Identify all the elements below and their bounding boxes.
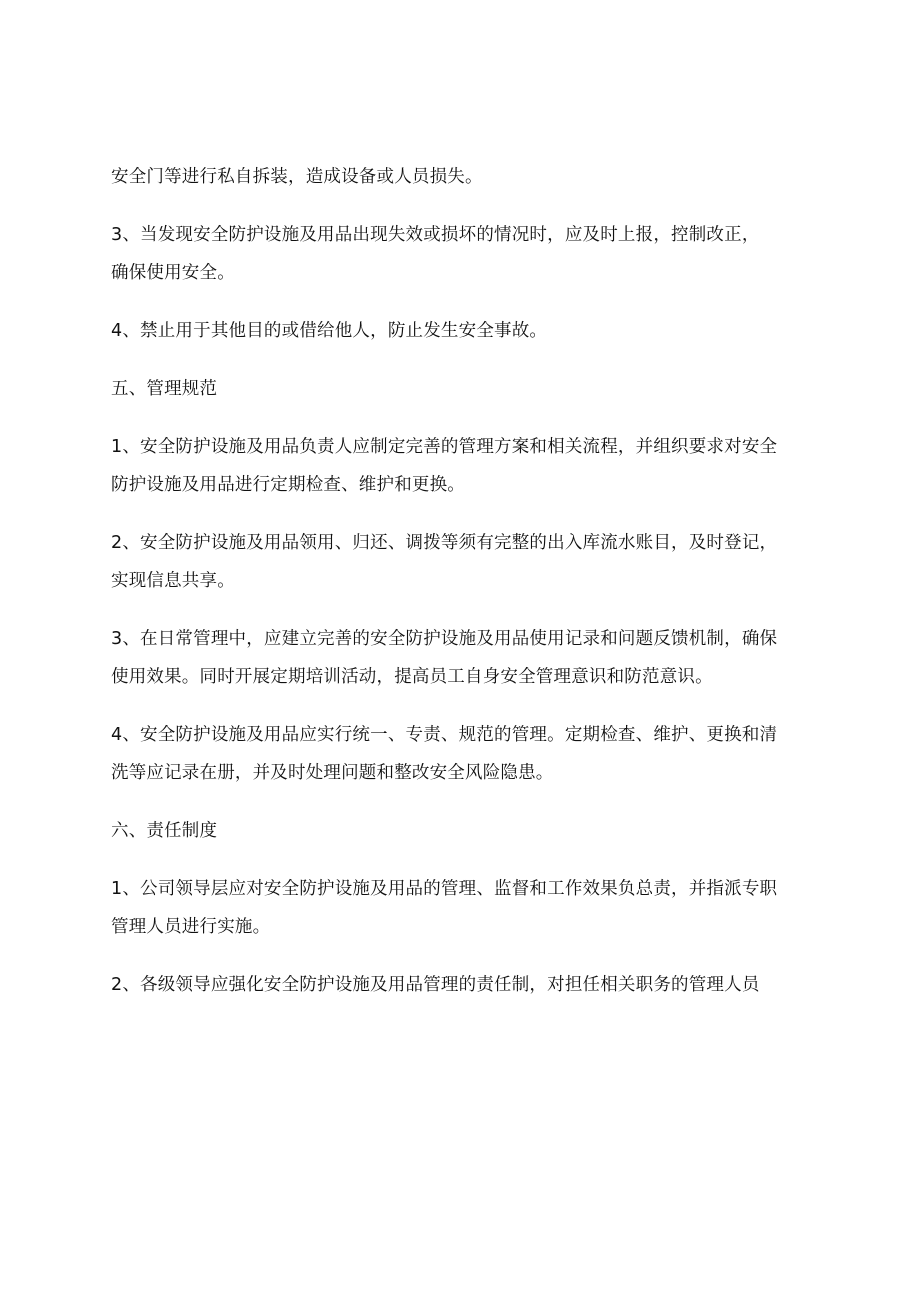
document-body xyxy=(111,158,823,1004)
text-line-continuation: 安全门等进行私自拆装，造成设备或人员损失。 xyxy=(111,167,483,187)
clause-6-2-line-1: 2、各级领导应强化安全防护设施及用品管理的责任制，对担任相关职务的管理人员 xyxy=(111,975,760,995)
clause-6-1-line-2: 管理人员进行实施。 xyxy=(111,917,271,937)
clause-4-3-line-1: 3、当发现安全防护设施及用品出现失效或损坏的情况时，应及时上报，控制改正， xyxy=(111,225,760,245)
clause-5-1-line-2: 防护设施及用品进行定期检查、维护和更换。 xyxy=(111,475,465,495)
clause-5-3-line-1: 3、在日常管理中，应建立完善的安全防护设施及用品使用记录和问题反馈机制，确保 xyxy=(111,629,778,649)
clause-6-1-line-1: 1、公司领导层应对安全防护设施及用品的管理、监督和工作效果负总责，并指派专职 xyxy=(111,879,778,899)
clause-4-4: 4、禁止用于其他目的或借给他人，防止发生安全事故。 xyxy=(111,321,548,341)
clause-5-1-line-1: 1、安全防护设施及用品负责人应制定完善的管理方案和相关流程，并组织要求对安全 xyxy=(111,437,778,457)
clause-5-4-line-1: 4、安全防护设施及用品应实行统一、专责、规范的管理。定期检查、维护、更换和清 xyxy=(111,725,778,745)
clause-4-3-line-2: 确保使用安全。 xyxy=(111,263,235,283)
section-heading-5: 五、管理规范 xyxy=(111,379,218,399)
clause-5-2-line-2: 实现信息共享。 xyxy=(111,571,235,591)
clause-5-3-line-2: 使用效果。同时开展定期培训活动，提高员工自身安全管理意识和防范意识。 xyxy=(111,667,713,687)
clause-5-4-line-2: 洗等应记录在册，并及时处理问题和整改安全风险隐患。 xyxy=(111,763,554,783)
section-heading-6: 六、责任制度 xyxy=(111,821,218,841)
clause-5-2-line-1: 2、安全防护设施及用品领用、归还、调拨等须有完整的出入库流水账目，及时登记， xyxy=(111,533,778,553)
